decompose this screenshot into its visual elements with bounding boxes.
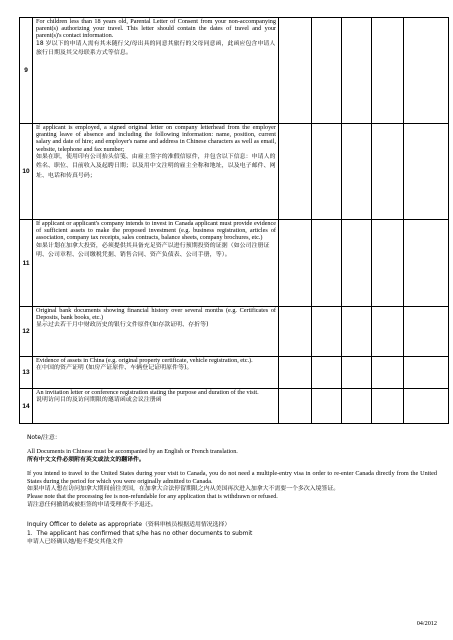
checkbox-cell[interactable] (279, 389, 312, 424)
checkbox-cell[interactable] (312, 357, 342, 389)
fee-note-english: Please note that the processing fee is non-refundable for any application that is withdrawn or refused. (27, 493, 278, 501)
table-row (20, 307, 449, 357)
row-description (33, 18, 279, 124)
table-row (20, 389, 449, 424)
checkbox-cell[interactable] (372, 307, 404, 357)
checkbox-cell[interactable] (372, 357, 404, 389)
checkbox-cell[interactable] (342, 357, 372, 389)
description-english: Original bank documents showing financial history over several months (e.g. Certificates of Deposits, bank books, etc.) (36, 307, 276, 322)
description-chinese: 18 岁以下的申请人需有其未随行父/母出具的同意其旅行的父母同意函，此函应包含申请人旅行日期及其父母联系方式等信息。 (36, 40, 276, 57)
description-english: An invitation letter or conference registration stating the purpose and duration of the visit. (36, 389, 259, 396)
table-row (20, 357, 449, 389)
checkbox-cell[interactable] (372, 220, 404, 307)
fee-note-chinese: 请注意任何撤销或被拒签的申请受理费不予退还。 (27, 501, 157, 508)
row-description (33, 124, 279, 220)
description-chinese: 如果在职，使用印有公司抬头信笺、由雇主签字的准假信原件，并包含以下信息：申请人的姓名、职位、目前收入及起聘日期；以及用中文注明的雇主全称和地址，以及电子邮件、网址、电话和传真号码； (36, 153, 276, 179)
checkbox-cell[interactable] (372, 124, 404, 220)
requirements-table (19, 17, 449, 424)
checkbox-cell[interactable] (372, 389, 404, 424)
row-number: 11 (20, 220, 33, 307)
checkbox-cell[interactable] (312, 307, 342, 357)
checkbox-cell[interactable] (342, 389, 372, 424)
checkbox-cell[interactable] (404, 220, 449, 307)
row-description (33, 357, 279, 389)
description-english: Evidence of assets in China (e.g. original property certificate, vehicle registration, etc.). (36, 357, 253, 364)
table-row (20, 18, 449, 124)
us-travel-note-english: If you intend to travel to the United States during your visit to Canada, you do not need a multiple-entry visa in order to re-enter Canada directly from the United States during the period for which you were originally admitted to Canada. (27, 470, 437, 485)
checkbox-cell[interactable] (279, 307, 312, 357)
description-chinese: 在中国的资产证明 (如房产证原件、车辆登记证明原件等)。 (36, 365, 193, 372)
item-1-chinese: 申请人已经确认她/他不提交其他文件 (27, 539, 124, 546)
description-english: If applicant is employed, a signed original letter on company letterhead from the employer granting leave of absence and including the following information: name, position, current salary and date of hire; and employer's name and address in Chinese characters as well as email, website, telephone and fax number; (36, 124, 276, 153)
description-chinese: 说明访问目的及访问期限的邀请函或会议注册函 (36, 397, 162, 404)
checkbox-cell[interactable] (312, 124, 342, 220)
description-english: For children less than 18 years old, Parental Letter of Consent from your non-accompanying parent(s) authorizing your travel. This letter should contain the dates of travel and your parent(s)'s contact information. (36, 18, 276, 40)
item-1-english: 1．The applicant has confirmed that s/he has no other documents to submit (27, 530, 253, 537)
row-number: 12 (20, 307, 33, 357)
checkbox-cell[interactable] (342, 124, 372, 220)
checkbox-cell[interactable] (372, 18, 404, 124)
checkbox-cell[interactable] (312, 220, 342, 307)
checkbox-cell[interactable] (312, 389, 342, 424)
notes-section (27, 434, 437, 546)
form-version-date: 04/2012 (416, 620, 437, 627)
checkbox-cell[interactable] (342, 18, 372, 124)
row-description (33, 220, 279, 307)
us-travel-note-chinese: 如果申请人想在访问加拿大期间前往美国，在加拿大合法停留期限之内从美国再次进入加拿大不需要一个多次入境签证。 (27, 486, 340, 493)
row-number: 10 (20, 124, 33, 220)
row-description (33, 389, 279, 424)
table-row (20, 220, 449, 307)
checkbox-cell[interactable] (312, 18, 342, 124)
checkbox-cell[interactable] (404, 357, 449, 389)
checkbox-cell[interactable] (279, 357, 312, 389)
checkbox-cell[interactable] (279, 220, 312, 307)
checkbox-cell[interactable] (342, 307, 372, 357)
checkbox-cell[interactable] (279, 124, 312, 220)
checkbox-cell[interactable] (404, 307, 449, 357)
checkbox-cell[interactable] (342, 220, 372, 307)
checkbox-cell[interactable] (404, 18, 449, 124)
row-description (33, 307, 279, 357)
translation-note-chinese: 所有中文文件必须附有英文或法文的翻译件。 (27, 456, 145, 463)
row-number: 14 (20, 389, 33, 424)
checkbox-cell[interactable] (404, 389, 449, 424)
row-number: 9 (20, 18, 33, 124)
inquiry-officer-instruction: Inquiry Officer to delete as appropriate（资料审核员根据适用情况选择） (27, 522, 231, 529)
description-chinese: 显示过去若干月中财政历史的银行文件原件(如存款证明、存折等) (36, 322, 209, 329)
checkbox-cell[interactable] (279, 18, 312, 124)
description-english: If applicant or applicant's company intends to invest in Canada applicant must provide evidence of sufficient assets to make the proposed investment (e.g. business registration, articles of association, company tax receipts, sales contracts, balance sheets, company brochures, etc.) (36, 220, 276, 242)
translation-note-english: All Documents in Chinese must be accompanied by an English or French translation. (27, 448, 238, 456)
table-row (20, 124, 449, 220)
description-chinese: 如果计划在加拿大投资，必须提供其具备充足资产以进行预期投资的证据（如公司注册证明、公司章程、公司缴税凭据、销售合同、资产负债表、公司手册，等）。 (36, 242, 270, 259)
note-label: Note/注意： (27, 435, 61, 441)
row-number: 13 (20, 357, 33, 389)
checkbox-cell[interactable] (404, 124, 449, 220)
